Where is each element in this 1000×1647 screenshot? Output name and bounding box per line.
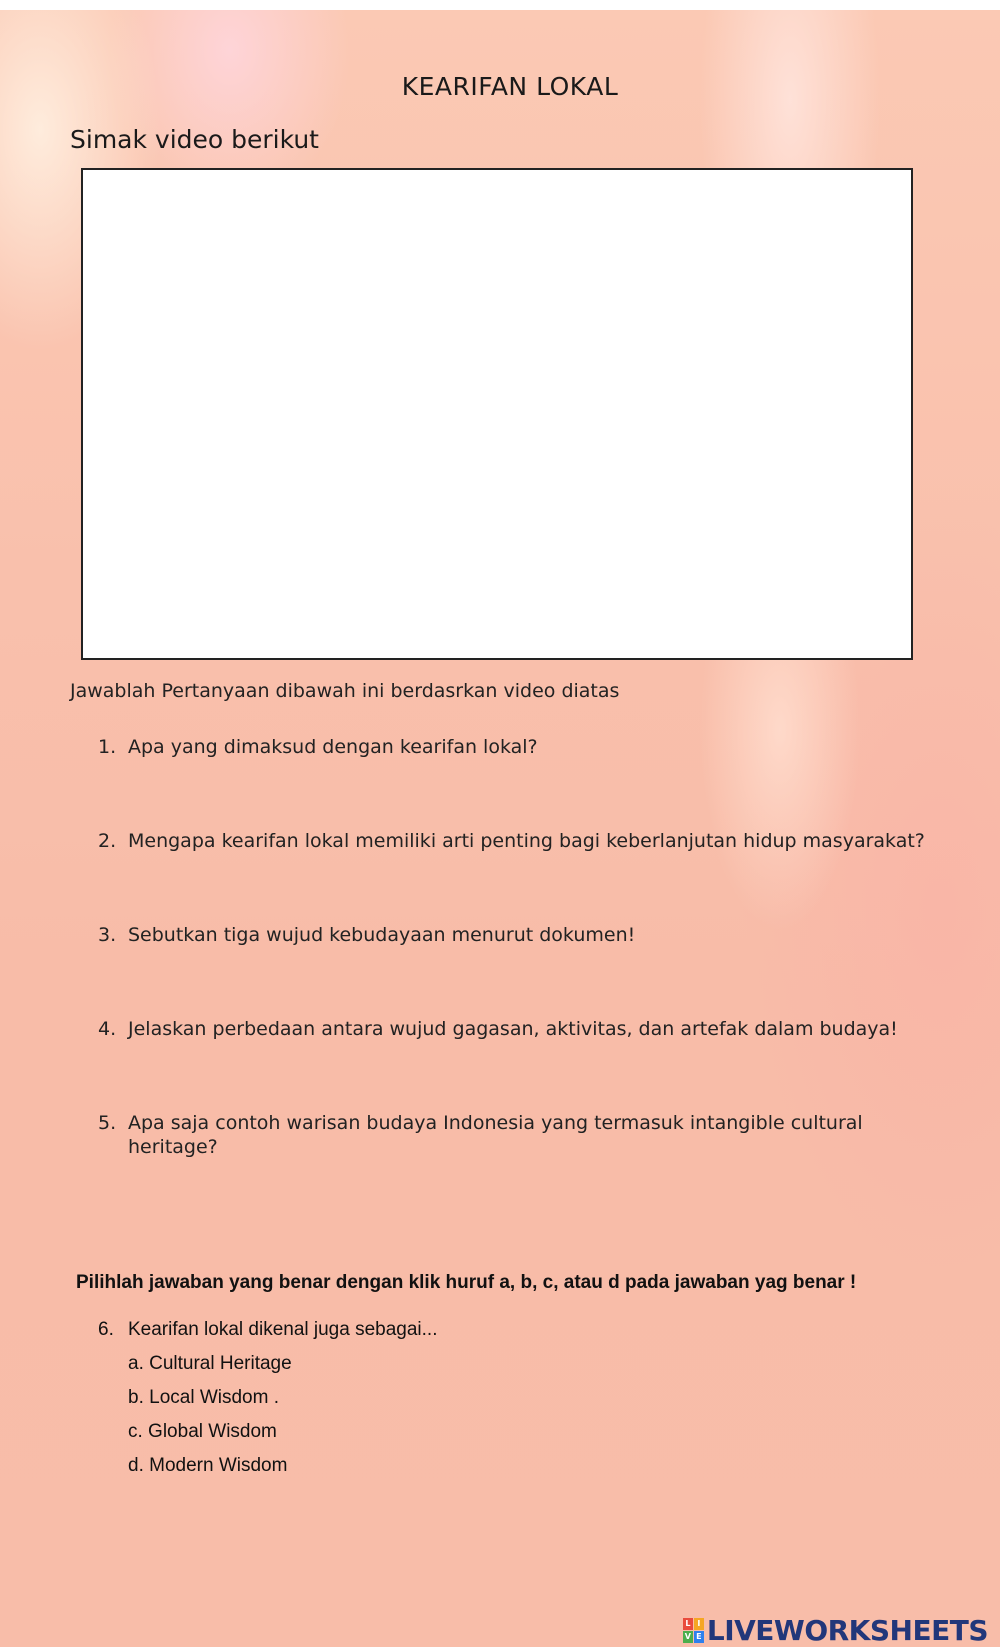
- question-2: [98, 829, 938, 853]
- question-text: Sebutkan tiga wujud kebudayaan menurut dokumen!: [128, 924, 636, 946]
- liveworksheets-logo: [683, 1614, 988, 1647]
- logo-letter: L: [683, 1618, 693, 1630]
- logo-letter: I: [694, 1618, 704, 1630]
- page-title: KEARIFAN LOKAL: [401, 72, 619, 101]
- option-b[interactable]: b. Local Wisdom .: [128, 1387, 279, 1408]
- question-text: Jelaskan perbedaan antara wujud gagasan, aktivitas, dan artefak dalam budaya!: [128, 1018, 898, 1040]
- question-3: [98, 923, 938, 947]
- question-number: 4.: [98, 1018, 117, 1040]
- question-number: 6.: [98, 1319, 114, 1340]
- question-1: [98, 735, 938, 759]
- question-text: Apa saja contoh warisan budaya Indonesia yang termasuk intangible cultural heritage?: [128, 1112, 863, 1158]
- brand-name: LIVEWORKSHEETS: [706, 1614, 988, 1647]
- multiple-choice-instruction: Pilihlah jawaban yang benar dengan klik huruf a, b, c, atau d pada jawaban yag benar !: [76, 1272, 857, 1293]
- option-a[interactable]: a. Cultural Heritage: [128, 1353, 292, 1374]
- logo-letter: V: [684, 1632, 691, 1641]
- question-4: [98, 1017, 938, 1041]
- question-number: 3.: [98, 924, 117, 946]
- option-c[interactable]: c. Global Wisdom: [128, 1421, 277, 1442]
- video-embed[interactable]: [81, 168, 913, 660]
- question-5: [98, 1111, 898, 1159]
- question-number: 5.: [98, 1112, 117, 1134]
- question-text: Kearifan lokal dikenal juga sebagai...: [128, 1319, 438, 1340]
- question-number: 1.: [98, 736, 117, 758]
- question-text: Mengapa kearifan lokal memiliki arti penting bagi keberlanjutan hidup masyarakat?: [128, 830, 925, 852]
- live-logo-icon: [683, 1618, 704, 1643]
- option-d[interactable]: d. Modern Wisdom: [128, 1455, 288, 1476]
- question-text: Apa yang dimaksud dengan kearifan lokal?: [128, 736, 538, 758]
- question-number: 2.: [98, 830, 117, 852]
- logo-letter: E: [694, 1631, 704, 1643]
- video-heading: Simak video berikut: [70, 125, 319, 154]
- questions-instruction: Jawablah Pertanyaan dibawah ini berdasrkan video diatas: [70, 680, 620, 702]
- question-6: [98, 1319, 437, 1341]
- worksheet-page: [0, 10, 1000, 1647]
